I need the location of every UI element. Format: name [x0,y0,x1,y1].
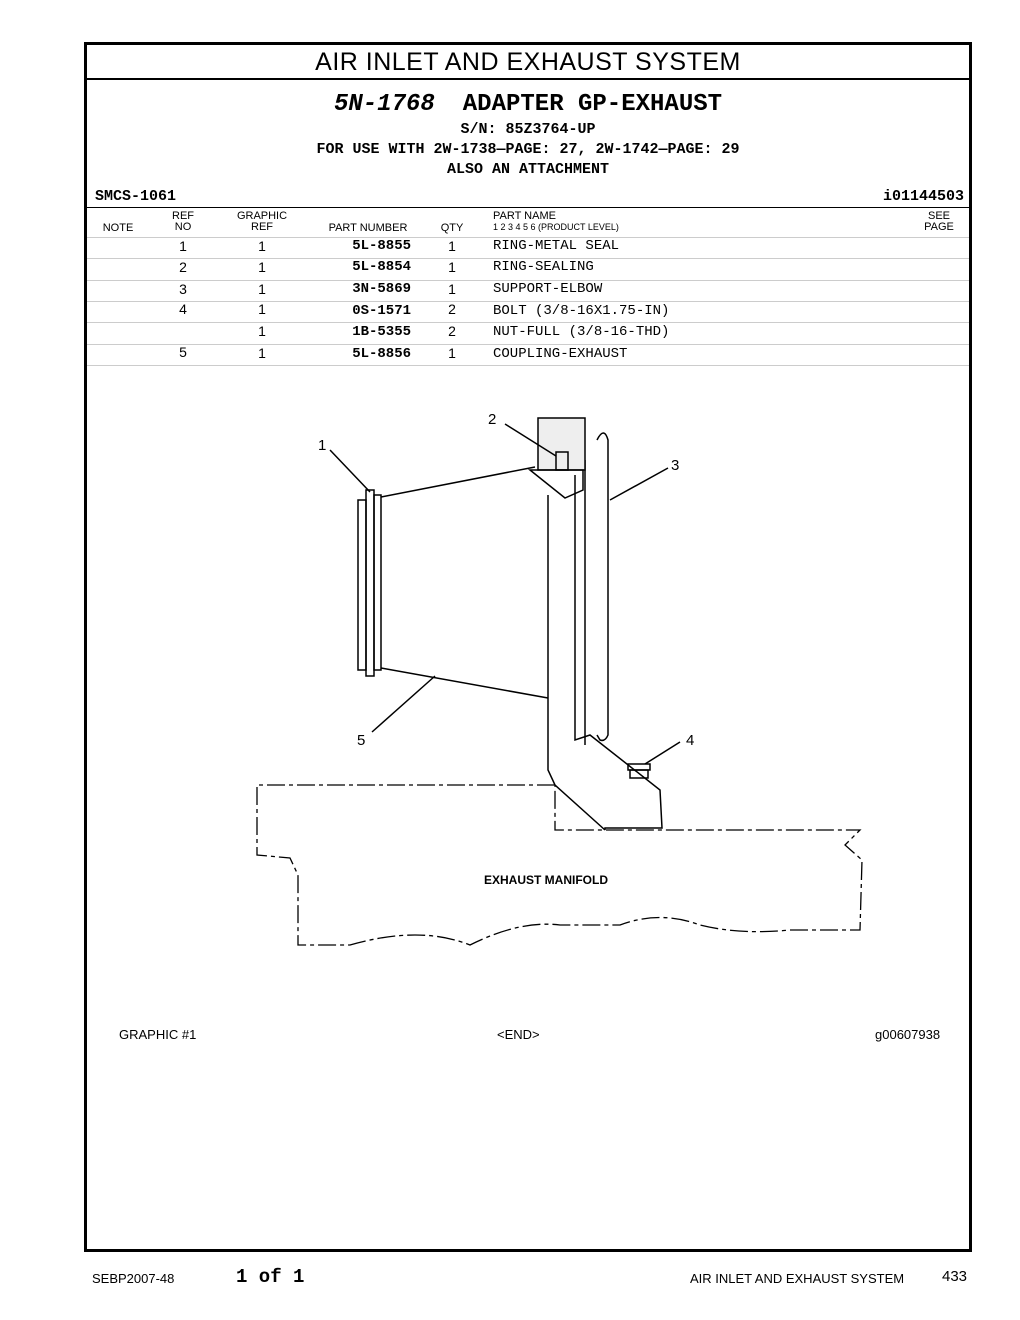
end-marker: <END> [497,1027,540,1042]
row-part-number: 3N-5869 [352,281,411,297]
row-ref: 2 [179,259,187,275]
support-elbow-shape [575,475,662,830]
col-product-level: 1 2 3 4 5 6 (PRODUCT LEVEL) [493,222,619,232]
row-ref: 3 [179,281,187,297]
manifold-label: EXHAUST MANIFOLD [484,873,608,887]
callout-5: 5 [357,732,366,749]
col-part-name-top: PART NAME [493,210,556,222]
row-part-name: RING-SEALING [493,259,594,275]
callout-3: 3 [671,457,680,474]
row-qty: 2 [448,323,456,339]
coupling-body [548,495,605,830]
col-ref-bottom: NO [174,221,192,233]
row-graphic: 1 [258,238,266,254]
footer-section: AIR INLET AND EXHAUST SYSTEM [690,1271,905,1286]
col-see-top: SEE [927,210,950,222]
row-part-number: 5L-8855 [352,238,411,254]
row-part-number: 0S-1571 [352,303,411,319]
row-part-number: 5L-8854 [352,259,411,275]
row-graphic: 1 [258,259,266,275]
leader-3 [610,468,668,500]
callout-4: 4 [686,732,695,749]
leader-1 [330,450,370,492]
col-graphic-top: GRAPHIC [236,210,288,222]
metal-seal-ring-outer [366,490,374,676]
row-part-name: SUPPORT-ELBOW [493,281,603,297]
row-graphic: 1 [258,323,266,339]
metal-seal-ring-shape [358,500,366,670]
group-part-number: 5N-1768 [333,91,435,118]
exhaust-manifold-shape [257,785,862,945]
row-qty: 1 [448,259,456,275]
sealing-ring-housing [538,418,585,470]
col-graphic-bottom: REF [251,221,273,233]
smcs-code: SMCS-1061 [95,188,177,205]
callout-1: 1 [318,437,327,454]
page-number: 433 [942,1268,968,1285]
row-ref: 5 [179,344,187,360]
row-qty: 1 [448,238,456,254]
system-title: AIR INLET AND EXHAUST SYSTEM [87,45,969,80]
illustration-id: i01144503 [882,188,964,205]
row-qty: 1 [448,281,456,297]
graphic-id: g00607938 [875,1027,941,1042]
leader-4 [645,742,680,764]
support-elbow-flange [597,433,608,740]
callout-2: 2 [488,411,497,428]
row-part-number: 5L-8856 [352,346,411,362]
row-graphic: 1 [258,281,266,297]
serial-range: S/N: 85Z3764-UP [460,121,596,138]
attachment-note: ALSO AN ATTACHMENT [446,161,610,178]
row-part-number: 1B-5355 [352,324,411,340]
row-part-name: COUPLING-EXHAUST [493,346,628,362]
coupling-shape [381,467,548,698]
graphic-number: GRAPHIC #1 [119,1027,197,1042]
doc-number: SEBP2007-48 [92,1271,175,1286]
row-qty: 1 [448,345,456,361]
leader-5 [372,676,435,732]
row-part-name: NUT-FULL (3/8-16-THD) [493,324,670,340]
col-qty: QTY [440,222,464,234]
page-of: 1 of 1 [236,1266,305,1288]
row-graphic: 1 [258,301,266,317]
row-part-name: RING-METAL SEAL [493,238,620,254]
row-qty: 2 [448,301,456,317]
use-with-note: FOR USE WITH 2W-1738—PAGE: 27, 2W-1742—PAGE: 29 [316,141,740,158]
row-graphic: 1 [258,345,266,361]
col-ref-top: REF [172,210,194,222]
row-part-name: BOLT (3/8-16X1.75-IN) [493,303,670,319]
col-note: NOTE [102,222,134,234]
metal-seal-ring-rim [374,495,381,670]
row-ref: 1 [179,238,187,254]
group-part-name: ADAPTER GP-EXHAUST [462,91,723,118]
col-part-number: PART NUMBER [328,222,408,234]
col-see-bottom: PAGE [924,221,954,233]
row-ref: 4 [179,301,187,317]
